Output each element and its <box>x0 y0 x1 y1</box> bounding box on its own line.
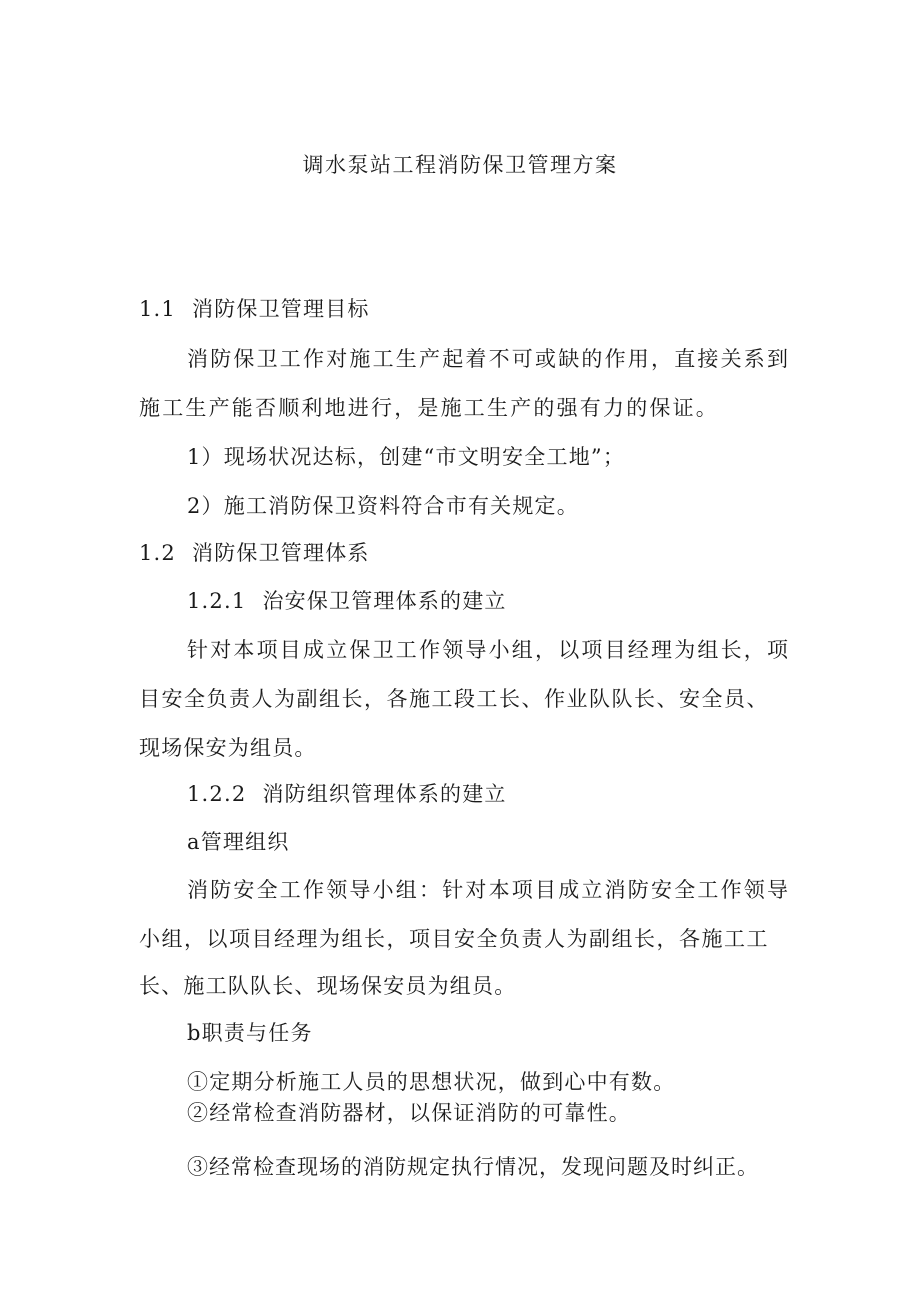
section-title: 消防保卫管理体系 <box>192 541 370 565</box>
list-item: ③经常检查现场的消防规定执行情况，发现问题及时纠正。 <box>187 1155 759 1179</box>
list-item: ②经常检查消防器材，以保证消防的可靠性。 <box>187 1101 631 1125</box>
document-title: 调水泵站工程消防保卫管理方案 <box>302 153 618 177</box>
subheading-a: a管理组织 <box>187 830 290 854</box>
subsection-number: 1.2.2 <box>187 782 247 806</box>
paragraph-line: 施工生产能否顺利地进行，是施工生产的强有力的保证。 <box>139 396 719 420</box>
paragraph-line: 现场保安为组员。 <box>139 736 317 760</box>
subsection-title: 治安保卫管理体系的建立 <box>262 589 507 613</box>
list-item: 1）现场状况达标，创建“市文明安全工地”； <box>187 445 626 469</box>
paragraph-line: 消防安全工作领导小组：针对本项目成立消防安全工作领导 <box>187 878 791 902</box>
list-item: ①定期分析施工人员的思想状况，做到心中有数。 <box>187 1070 676 1094</box>
list-item: 2）施工消防保卫资料符合市有关规定。 <box>187 494 579 518</box>
subsection-number: 1.2.1 <box>187 589 247 613</box>
paragraph-line: 针对本项目成立保卫工作领导小组，以项目经理为组长，项 <box>187 638 791 662</box>
section-number: 1.1 <box>139 297 176 321</box>
paragraph-line: 长、施工队队长、现场保安员为组员。 <box>139 974 517 998</box>
subsection-1-2-1-heading <box>187 587 507 615</box>
paragraph-line: 小组，以项目经理为组长，项目安全负责人为副组长，各施工工 <box>139 927 769 951</box>
paragraph-line: 目安全负责人为副组长，各施工段工长、作业队队长、安全员、 <box>139 687 769 711</box>
section-1-1-heading <box>139 295 370 323</box>
paragraph-line: 消防保卫工作对施工生产起着不可或缺的作用，直接关系到 <box>187 347 791 371</box>
section-1-2-heading <box>139 539 370 567</box>
subsection-title: 消防组织管理体系的建立 <box>262 782 507 806</box>
subheading-b: b职责与任务 <box>187 1021 313 1045</box>
subsection-1-2-2-heading <box>187 780 507 808</box>
section-title: 消防保卫管理目标 <box>192 297 370 321</box>
section-number: 1.2 <box>139 541 176 565</box>
